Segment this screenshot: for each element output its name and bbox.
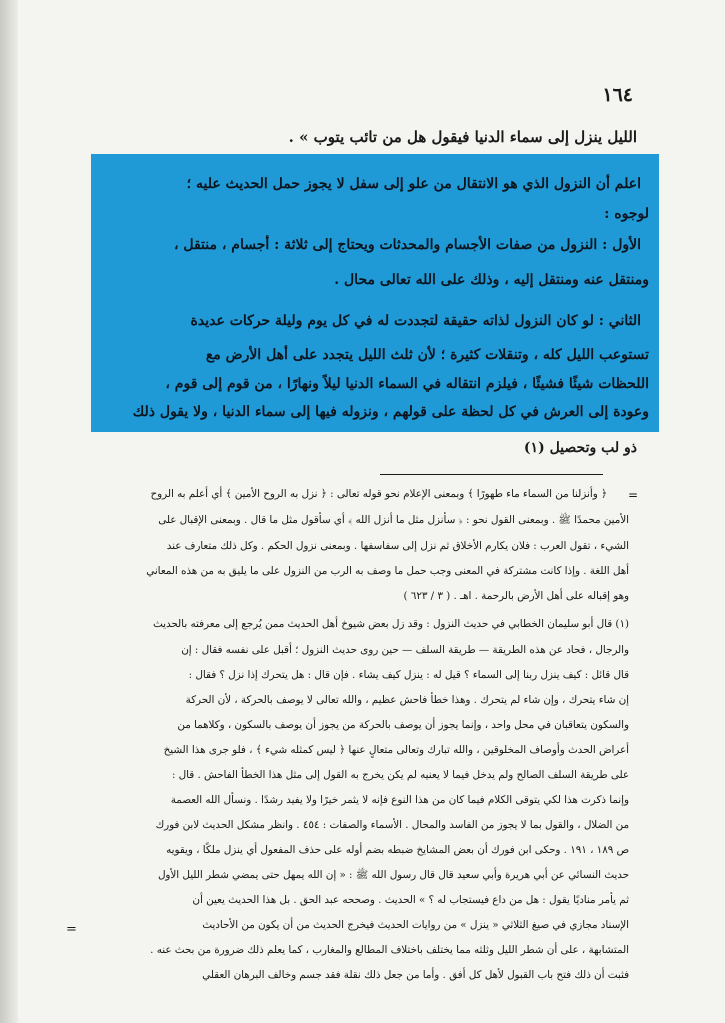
- footnote-line: الشيء ، تقول العرب : فلان يكارم الأخلاق ثم نزل إلى سفاسفها . وبمعنى نزول الحكم . وكل ذلك متعارف عند: [166, 540, 629, 552]
- continuation-line: الليل ينزل إلى سماء الدنيا فيقول هل من تائب يتوب » .: [288, 128, 637, 146]
- footnote-line: (١) قال أبو سليمان الخطابي في حديث النزول : وقد زل بعض شيوخ أهل الحديث ممن يُرجع إلى معرفته بالحديث: [153, 618, 629, 630]
- footnote-continuation-marker-bottom: =: [66, 922, 77, 937]
- highlight-line: وعودة إلى العرش في كل لحظة على قولهم ، ونزوله فيها إلى سماء الدنيا ، ولا يقول ذلك: [132, 404, 649, 420]
- highlight-line: الثاني : لو كان النزول لذاته حقيقة لتجددت له في كل يوم وليلة حركات عديدة: [190, 313, 641, 329]
- highlight-line: لوجوه :: [604, 206, 649, 222]
- highlight-line: ومنتقل عنه ومنتقل إليه ، وذلك على الله تعالى محال .: [334, 272, 649, 288]
- footnote-continuation-marker: =: [628, 488, 639, 502]
- footnote-line: ﴿ وأنزلنا من السماء ماء طهورًا ﴾ وبمعنى الإعلام نحو قوله تعالى : ﴿ نزل به الروح الأمين ﴾ أي أعلم به الروح: [150, 488, 607, 500]
- footnote-separator: [380, 474, 603, 475]
- footnote-line: على طريقة السلف الصالح ولم يدخل فيما لا يعنيه لم يكن يخرج به القول إلى مثل هذا الخطأ الفاحش . قال :: [171, 769, 629, 781]
- footnote-line: والسكون يتعاقبان في محل واحد ، وإنما يجوز أن يوصف بالحركة من يجوز أن يوصف بالسكون ، وكلاهما من: [177, 719, 629, 731]
- footnote-line: المتشابهة ، على أن شطر الليل وثلثه مما يختلف باختلاف المطالع والمغارب ، كما يعلم ذلك ضرورة من بحث عنه .: [150, 944, 629, 956]
- highlight-line-last: ذو لب وتحصيل (١): [523, 440, 637, 456]
- page-number: ١٦٤: [602, 84, 633, 106]
- footnote-line: أعراض الحدث وأوصاف المخلوقين ، والله تبارك وتعالى متعالٍ عنها ﴿ ليس كمثله شيء ﴾ ، فلو جرى هذا الشيخ: [163, 744, 629, 756]
- footnote-line: وهو إقباله على أهل الأرض بالرحمة . اهـ . ( ٣ / ٦٢٣ ): [403, 590, 629, 602]
- footnote-line: من الضلال ، والقول بما لا يجوز من الفاسد والمحال . الأسماء والصفات : ٤٥٤ . وانظر مشكل الحديث لابن فورك: [155, 819, 629, 831]
- footnote-line: وإنما ذكرت هذا لكي يتوقى الكلام فيما كان من هذا النوع فإنه لا يثمر خيرًا ولا يفيد رشدًا . ونسأل الله العصمة: [170, 794, 629, 806]
- highlight-line: الأول : النزول من صفات الأجسام والمحدثات ويحتاج إلى ثلاثة : أجسام ، منتقل ،: [173, 237, 641, 253]
- footnote-line: قال قائل : كيف ينزل ربنا إلى السماء ؟ قيل له : ينزل كيف يشاء . فإن قال : هل يتحرك إذا نزل ؟ فقال :: [188, 669, 629, 681]
- highlight-line: تستوعب الليل كله ، وتنقلات كثيرة ؛ لأن ثلث الليل يتجدد على أهل الأرض مع: [205, 347, 649, 363]
- footnote-line: إن شاء يتحرك ، وإن شاء لم يتحرك . وهذا خطأ فاحش عظيم ، والله تعالى لا يوصف بالحركة ، لأن الحركة: [185, 694, 629, 706]
- highlight-line: اعلم أن النزول الذي هو الانتقال من علو إلى سفل لا يجوز حمل الحديث عليه ؛: [186, 176, 641, 192]
- footnote-line: أهل اللغة . وإذا كانت مشتركة في المعنى وجب حمل ما وصف به الرب من النزول على ما يليق به من هذه المعاني: [146, 565, 629, 577]
- footnote-line: ثم يأمر مناديًا يقول : هل من داع فيستجاب له ؟ » الحديث . وصححه عبد الحق . بل هذا الحديث يعين أن: [192, 894, 629, 906]
- footnote-line: فثبت أن ذلك فتح باب القبول لأهل كل أفق . وأما من جعل ذلك نقلة فقد جسم وخالف البرهان العقلي: [202, 969, 629, 981]
- footnote-line: الأمين محمدًا ﷺ . وبمعنى القول نحو : ﴿ سأنزل مثل ما أنزل الله ﴾ أي سأقول مثل ما قال . وبمعنى الإقبال على: [158, 514, 629, 526]
- page-edge-shadow: [0, 0, 18, 1023]
- footnote-line: والرجال ، فحاد عن هذه الطريقة — طريقة السلف — حين روى حديث النزول ؛ أقبل على نفسه فقال : إن: [181, 644, 629, 656]
- highlight-line: اللحظات شيئًا فشيئًا ، فيلزم انتقاله في السماء الدنيا ليلاً ونهارًا ، من قوم إلى قوم ،: [165, 376, 649, 392]
- footnote-line: ص ١٨٩ ، ١٩١ . وحكى ابن فورك أن بعض المشايخ ضبطه بضم أوله على حذف المفعول أي ينزل ملكًا ، ويقويه: [166, 844, 629, 856]
- footnote-line: حديث النسائي عن أبي هريرة وأبي سعيد قال قال رسول الله ﷺ : « إن الله يمهل حتى يمضي شطر الليل الأول: [157, 869, 629, 881]
- footnote-line: الإسناد مجازي في صيغ الثلاثي « ينزل » من روايات الحديث فيخرج الحديث من أن يكون من الأحاديث: [202, 919, 629, 931]
- highlighted-passage: [91, 154, 659, 432]
